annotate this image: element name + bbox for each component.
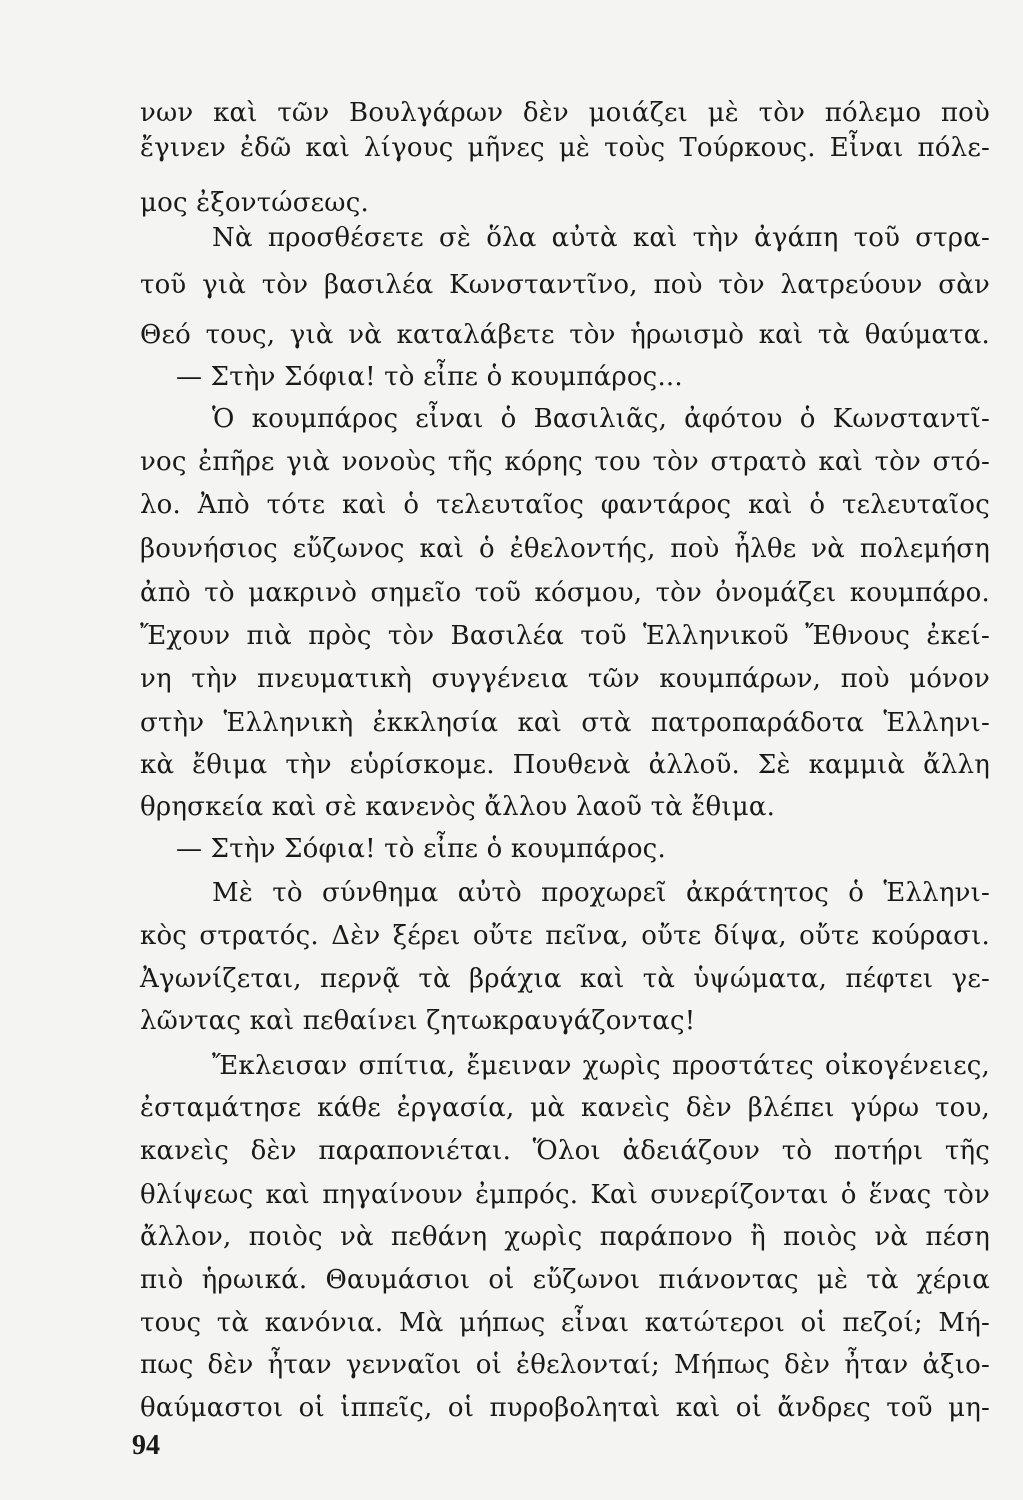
text-line: νος ἐπῆρε γιὰ νονοὺς τῆς κόρης του τὸν στρατὸ καὶ τὸν στό- xyxy=(140,447,990,477)
text-line: μος ἐξοντώσεως. xyxy=(140,188,369,218)
text-line: Θεό τους, γιὰ νὰ καταλάβετε τὸν ἡρωισμὸ καὶ τὰ θαύματα. xyxy=(140,320,990,350)
text-line: κανεὶς δὲν παραπονιέται. Ὅλοι ἀδειάζουν τὸ ποτήρι τῆς xyxy=(140,1136,990,1166)
text-line: πιὸ ἡρωικά. Θαυμάσιοι οἱ εὔζωνοι πιάνοντας μὲ τὰ χέρια xyxy=(140,1265,990,1295)
text-line: νων καὶ τῶν Βουλγάρων δὲν μοιάζει μὲ τὸν πόλεμο ποὺ xyxy=(140,98,990,128)
text-line: Ἔκλεισαν σπίτια, ἔμειναν χωρὶς προστάτες οἰκογένειες, xyxy=(212,1051,990,1081)
text-line: στὴν Ἑλληνικὴ ἐκκλησία καὶ στὰ πατροπαράδοτα Ἑλληνι- xyxy=(140,708,990,738)
text-line: Νὰ προσθέσετε σὲ ὅλα αὐτὰ καὶ τὴν ἀγάπη τοῦ στρα- xyxy=(212,223,990,253)
text-line: θαύμαστοι οἱ ἱππεῖς, οἱ πυροβοληταὶ καὶ οἱ ἄνδρες τοῦ μη- xyxy=(140,1393,990,1423)
text-line: τους τὰ κανόνια. Μὰ μήπως εἶναι κατώτεροι οἱ πεζοί; Μή- xyxy=(140,1308,990,1338)
text-line: θρησκεία καὶ σὲ κανενὸς ἄλλου λαοῦ τὰ ἔθιμα. xyxy=(140,792,776,822)
text-line: Ὁ κουμπάρος εἶναι ὁ Βασιλιᾶς, ἀφότου ὁ Κωνσταντῖ- xyxy=(212,404,990,434)
text-line: Ἔχουν πιὰ πρὸς τὸν Βασιλέα τοῦ Ἑλληνικοῦ Ἔθνους ἐκεί- xyxy=(140,621,990,651)
text-line: ἐσταμάτησε κάθε ἐργασία, μὰ κανεὶς δὲν βλέπει γύρω του, xyxy=(140,1093,990,1123)
text-line: πως δὲν ἦταν γενναῖοι οἱ ἐθελονταί; Μήπως δὲν ἦταν ἀξιο- xyxy=(140,1350,990,1380)
text-line: κὸς στρατός. Δὲν ξέρει οὔτε πεῖνα, οὔτε δίψα, οὔτε κούρασι. xyxy=(140,921,990,951)
text-line: βουνήσιος εὔζωνος καὶ ὁ ἐθελοντής, ποὺ ἦλθε νὰ πολεμήση xyxy=(140,534,990,564)
text-line: — Στὴν Σόφια! τὸ εἶπε ὁ κουμπάρος... xyxy=(176,362,683,392)
text-line: λῶντας καὶ πεθαίνει ζητωκραυγάζοντας! xyxy=(140,1006,696,1036)
text-line: ἀπὸ τὸ μακρινὸ σημεῖο τοῦ κόσμου, τὸν ὀνομάζει κουμπάρο. xyxy=(140,578,990,608)
page-number: 94 xyxy=(132,1430,160,1461)
text-line: ἔγινεν ἐδῶ καὶ λίγους μῆνες μὲ τοὺς Τούρκους. Εἶναι πόλε- xyxy=(140,133,990,163)
text-line: τοῦ γιὰ τὸν βασιλέα Κωνσταντῖνο, ποὺ τὸν λατρεύουν σὰν xyxy=(140,270,990,300)
text-line: νη τὴν πνευματικὴ συγγένεια τῶν κουμπάρων, ποὺ μόνον xyxy=(140,664,990,694)
text-line: — Στὴν Σόφια! τὸ εἶπε ὁ κουμπάρος. xyxy=(176,834,666,864)
text-line: θλίψεως καὶ πηγαίνουν ἐμπρός. Καὶ συνερίζονται ὁ ἕνας τὸν xyxy=(140,1180,990,1210)
text-line: ἄλλον, ποιὸς νὰ πεθάνη χωρὶς παράπονο ἢ ποιὸς νὰ πέση xyxy=(140,1222,990,1252)
text-line: λο. Ἀπὸ τότε καὶ ὁ τελευταῖος φαντάρος καὶ ὁ τελευταῖος xyxy=(140,490,990,520)
text-line: Μὲ τὸ σύνθημα αὐτὸ προχωρεῖ ἀκράτητος ὁ Ἑλληνι- xyxy=(212,878,990,908)
text-line: Ἀγωνίζεται, περνᾷ τὰ βράχια καὶ τὰ ὑψώματα, πέφτει γε- xyxy=(140,964,990,994)
text-line: κὰ ἔθιμα τὴν εὑρίσκομε. Πουθενὰ ἀλλοῦ. Σὲ καμμιὰ ἄλλη xyxy=(140,750,990,780)
